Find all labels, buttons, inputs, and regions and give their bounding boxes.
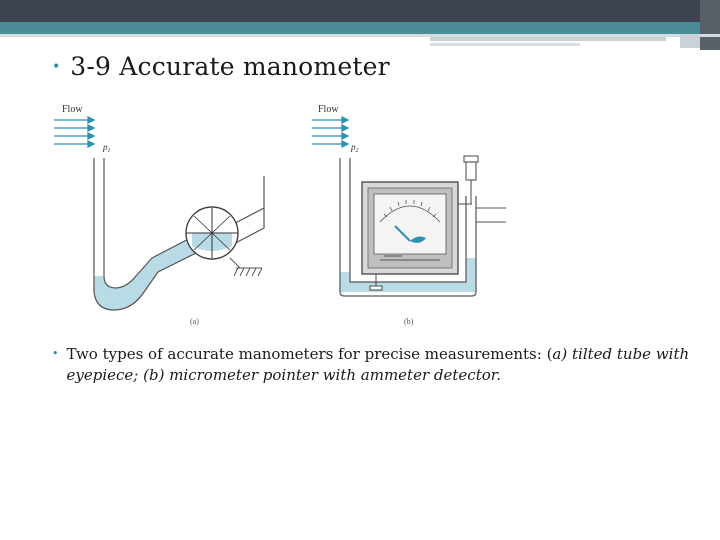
fluid-a	[94, 234, 198, 310]
panel-label-b: (b)	[404, 317, 414, 326]
pressure-label-b: $p_2$	[351, 142, 359, 154]
caption-part-b: ) micrometer pointer with ammeter detector.	[158, 366, 502, 384]
flow-label-b: Flow	[318, 104, 339, 115]
title-bullet: •	[52, 59, 61, 75]
eyepiece-a	[186, 207, 238, 259]
caption-part-a: ) tilted tube with eyepiece; (	[66, 345, 690, 384]
panel-b	[312, 104, 506, 326]
header-decoration	[0, 0, 720, 50]
caption-a-letter: a	[552, 345, 562, 363]
flow-label-a: Flow	[62, 104, 83, 115]
flow-arrows-a	[54, 117, 94, 147]
ammeter-b	[362, 182, 458, 274]
caption-part-1: Two types of accurate manometers for precise measurements: (	[66, 345, 553, 363]
flow-arrows-b	[312, 117, 348, 147]
title-row	[52, 52, 390, 81]
pressure-label-a: $p_1$	[103, 142, 111, 154]
caption-row	[52, 344, 692, 386]
slide-title: 3-9 Accurate manometer	[70, 52, 390, 81]
panel-label-a: (a)	[190, 317, 199, 326]
ground-support-a	[230, 258, 262, 276]
manometer-figure	[40, 96, 540, 330]
caption-text	[67, 344, 693, 386]
caption-bullet: •	[52, 347, 59, 360]
caption-b-letter: b	[148, 366, 159, 384]
panel-a	[54, 104, 264, 326]
